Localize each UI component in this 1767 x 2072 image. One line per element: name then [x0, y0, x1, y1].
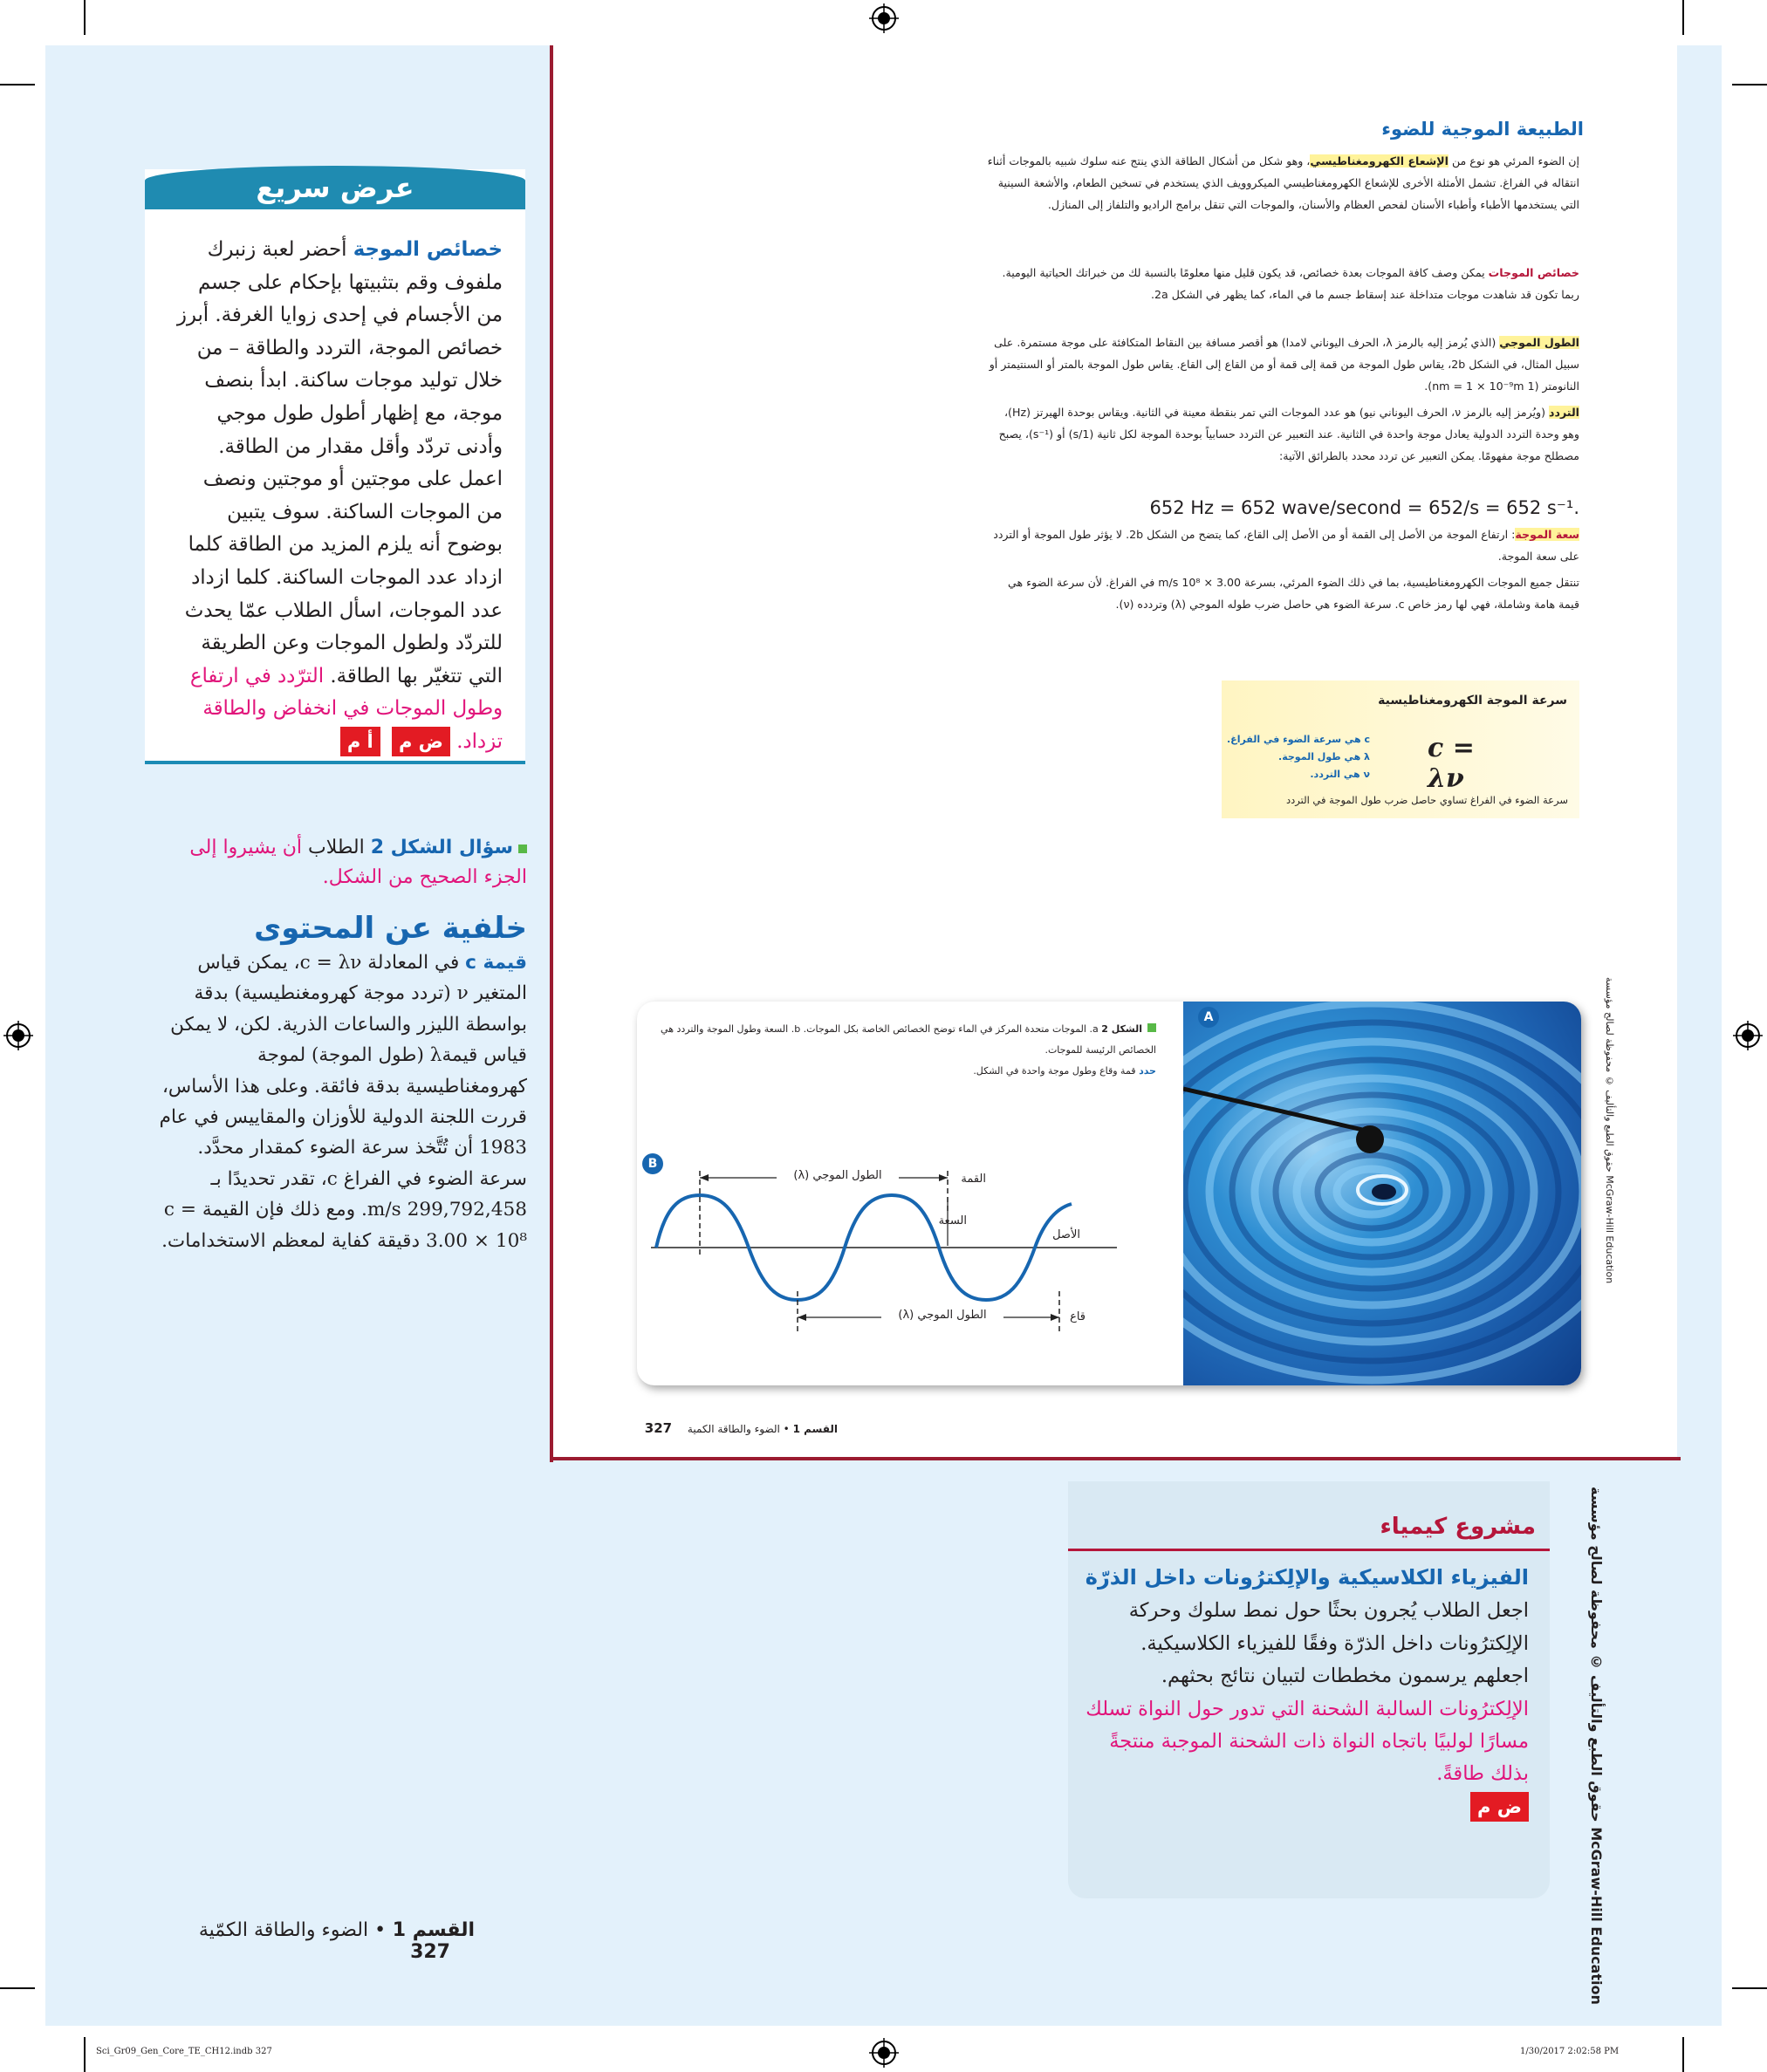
figure-caption-question: قمة وقاع وطول موجة واحدة في الشكل.	[973, 1065, 1140, 1077]
trough-label: قاع	[1070, 1310, 1086, 1323]
figure-question	[150, 833, 527, 892]
def-c: c هي سرعة الضوء في الفراغ.	[1227, 734, 1370, 745]
chemistry-project-divider	[1068, 1549, 1550, 1551]
wavelength-text: (الذي يُرمز إليه بالرمز λ، الحرف اليوناني لامدا) هو أقصر مسافة بين النقاط المتكافئة على موجة مستمرة. على سبيل المثال، في الشكل 2b، يقاس طول الموجة من قمة إلى قمة أو من القاع إلى القاع. يقاس طول الموجة بالمتر أو السنتيمتر أو النانومتر (1 nm = 1 × 10⁻⁹m).	[989, 336, 1579, 393]
paragraph-wavelength	[986, 332, 1579, 397]
arrow-head	[798, 1314, 806, 1321]
registration-mark-right	[1733, 1021, 1763, 1050]
crest-label: القمة	[961, 1173, 986, 1186]
figure-caption-text: a. الموجات متحدة المركز في الماء توضح الخصائص الخاصة بكل الموجات. b. السعة وطول الموجة والتردد هي الخصائص الرئيسة للموجات.	[661, 1023, 1156, 1056]
figure-label-b: B	[642, 1153, 663, 1174]
def-nu: ν هي التردد.	[1310, 769, 1370, 780]
wavelength-top-label: الطول الموجي (λ)	[777, 1169, 899, 1182]
footer-section: القسم 1	[392, 1919, 475, 1941]
figure-question-answer: أن يشيروا إلى الجزء الصحيح من الشكل.	[189, 837, 527, 888]
page-border-bottom	[550, 1457, 1681, 1460]
copyright-vertical: حقوق الطبع والتأليف © محفوظة لصالح مؤسسة McGraw-Hill Education	[1588, 1487, 1605, 2005]
content-background-text	[147, 947, 527, 1256]
figure-label-a: A	[1198, 1007, 1219, 1028]
quick-demo-text	[171, 234, 503, 759]
frequency-text: (ويُرمز إليه بالرمز ν، الحرف اليوناني نيو) هو عدد الموجات التي تمر بنقطة معينة في الثانية. ويقاس بوحدة الهيرتز (Hz)، وهو وحدة التردد الدولية يعادل موجة واحدة في الثانية. عند التعبير عن التردد حسابياً بوحدة الموجة لكل ثانية (1/s) أو (s⁻¹)، يصبح مصطلح موجة مفهومًا. يمكن التعبير عن تردد محدد بالطرائق الآتية:	[998, 406, 1579, 462]
equation-definitions	[1222, 731, 1370, 783]
registration-mark-top	[869, 3, 899, 33]
student-page-footer: القسم 1 • الضوء والطاقة الكمية 327	[644, 1420, 838, 1436]
chemistry-project-answer: الإلِكترُونات السالبة الشحنة التي تدور حول النواة تسلك مسارًا لولبيًا باتجاه النواة ذات الشحنة الموجبة منتجةً بذلك طاقةً.	[1086, 1697, 1529, 1786]
quick-demo-heading: خصائص الموجة	[353, 238, 503, 261]
student-footer-page: 327	[644, 1420, 673, 1436]
amplitude-text: : ارتفاع الموجة من الأصل إلى القمة أو من الأصل إلى القاع، كما يتضح من الشكل 2b. لا يؤثر طول الموجة أو التردد على سعة الموجة.	[993, 528, 1579, 563]
paragraph-amplitude	[986, 523, 1579, 567]
paragraph-speed-of-light: تنتقل جميع الموجات الكهرومغناطيسية، بما في ذلك الضوء المرئي، بسرعة 3.00 × 10⁸ m/s في الفراغ. لأن سرعة الضوء هي قيمة هامة وشاملة، فهي لها رمز خاص c. سرعة الضوء هي حاصل ضرب طوله الموجي (λ) وتردده (ν).	[1008, 576, 1579, 611]
student-footer-section: القسم 1	[792, 1423, 838, 1435]
content-background-p2: سرعة الضوء في الفراغ c، تقدر تحديدًا بـ 299,792,458 m/s. ومع ذلك فإن القيمة c = 3.00 × 10⁸ دقيقة كفاية لمعظم الاستخدامات.	[161, 1167, 527, 1252]
term-wavelength: الطول الموجي	[1499, 336, 1579, 349]
chemistry-project-text	[1082, 1562, 1529, 1823]
page-border-left	[550, 45, 553, 1462]
paragraph-wave-properties	[986, 262, 1579, 305]
footer-left: القسم 1 • الضوء والطاقة الكمّية 327	[198, 1919, 475, 1963]
figure-caption	[650, 1019, 1156, 1082]
term-em-radiation: الإشعاع الكهرومغناطيسي	[1310, 154, 1449, 168]
footer-page-number: 327	[410, 1941, 450, 1963]
arrow-head	[700, 1174, 709, 1181]
water-ripple-image	[1183, 1002, 1581, 1385]
bullet-icon	[518, 845, 527, 853]
equation-formula: c = λν	[1428, 733, 1475, 794]
figure-caption-question-lead: حدد	[1139, 1065, 1156, 1077]
def-lambda: λ هي طول الموجة.	[1278, 751, 1370, 762]
slug-file: Sci_Gr09_Gen_Core_TE_CH12.indb 327	[96, 2047, 272, 2056]
quick-demo-tab: عرض سريع	[145, 166, 525, 209]
badge-am: أ م	[340, 727, 380, 756]
section-title: الطبيعة الموجية للضوء	[1381, 119, 1584, 140]
registration-mark-left	[3, 1021, 33, 1050]
figure-question-lead: سؤال الشكل 2	[370, 837, 513, 858]
term-amplitude: سعة الموجة	[1515, 528, 1579, 541]
chemistry-project-body: اجعل الطلاب يُجرون بحثًا حول نمط سلوك وحركة الإلِكترُونات داخل الذرّة وفقًا للفيزياء الكلاسيكية. اجعلهم يرسمون مخططات لتبيان نتائج بحثهم.	[1128, 1599, 1529, 1688]
student-footer-title: الضوء والطاقة الكمية	[687, 1423, 780, 1435]
caption-bullet-icon	[1147, 1023, 1156, 1032]
paragraph-frequency	[986, 401, 1579, 467]
chemistry-project-heading: الفيزياء الكلاسيكية والإلِكترُونات داخل الذرّة	[1085, 1565, 1529, 1590]
quick-demo-answer: الترّدد في ارتفاع وطول الموجات في انخفاض والطاقة تزداد.	[189, 664, 503, 753]
chemistry-project-title: مشروع كيمياء	[1380, 1514, 1536, 1540]
copyright-vertical-small: حقوق الطبع والتأليف © محفوظة لصالح مؤسسة McGraw-Hill Education	[1604, 977, 1615, 1284]
figure-caption-lead: الشكل 2	[1101, 1023, 1142, 1035]
wave-properties-text: يمكن وصف كافة الموجات بعدة خصائص، قد يكون قليل منها معلومًا بالنسبة لك من خبراتك الحياتية اليومية. ربما تكون قد شاهدت موجات متداخلة عند إسقاط جسم ما في الماء، كما يظهر في الشكل 2a.	[1002, 266, 1579, 301]
amplitude-label: السعة	[938, 1214, 967, 1227]
term-frequency: التردد	[1549, 406, 1579, 419]
chemistry-project-badge: ض م	[1470, 1792, 1529, 1822]
term-wave-properties: خصائص الموجات	[1488, 266, 1579, 279]
equation-caption: سرعة الضوء في الفراغ تساوي حاصل ضرب طول الموجة في التردد	[1286, 794, 1568, 806]
origin-label: الأصل	[1052, 1228, 1080, 1241]
frequency-equation: 652 Hz = 652 wave/second = 652/s = 652 s⁻¹.	[1149, 497, 1579, 518]
intro-post: ، وهو شكل من أشكال الطاقة الذي ينتج عنه سلوك شبيه بالموجات أثناء انتقاله في الفراغ. تشمل الأمثلة الأخرى للإشعاع الكهرومغناطيسي الميكروويف الذي يستخدم في تسخين الطعام، والأشعة السينية التي يستخدمها الأطباء وأطباء الأسنان لفحص العظام والأسنان، والموجات التي تنقل برامج الراديو والتلفاز إلى المنازل.	[987, 154, 1579, 211]
content-background-title: خلفية عن المحتوى	[254, 911, 527, 946]
registration-mark-bottom	[869, 2038, 899, 2068]
badge-dm: ض م	[392, 727, 450, 756]
wavelength-bottom-label: الطول الموجي (λ)	[881, 1309, 1003, 1322]
water-ripple-photo	[1183, 1002, 1581, 1385]
paragraph-intro	[986, 150, 1579, 215]
equation-box-title: سرعة الموجة الكهرومغناطيسية	[1378, 694, 1567, 708]
figure-question-text: الطلاب	[307, 837, 371, 858]
intro-pre: إن الضوء المرئي هو نوع من	[1448, 154, 1579, 168]
content-background-p1: في المعادلة c = λν، يمكن قياس المتغير ν (تردد موجة كهرومغنطيسية) بدقة بواسطة الليزر والساعات الذرية. لكن، لا يمكن قياس قيمةλ (طول الموجة) لموجة كهرومغناطيسية بدقة فائقة. وعلى هذا الأساس، قررت اللجنة الدولية للأوزان والمقاييس في عام 1983 أن تُتَّخذ سرعة الضوء كمقدار محدَّد.	[159, 952, 527, 1159]
content-background-lead: قيمة c	[465, 952, 527, 974]
footer-title: الضوء والطاقة الكمّية	[198, 1919, 369, 1941]
quick-demo-body: أحضر لعبة زنبرك ملفوف وقم بتثبيتها بإحكام على جسم من الأجسام في إحدى زوايا الغرفة. أبرز خصائص الموجة، التردد والطاقة – من خلال توليد موجات ساكنة. ابدأ بنصف موجة، مع إظهار أطول طول موجي وأدنى تردّد وأقل مقدار من الطاقة. اعمل على موجتين أو موجتين ونصف من الموجات الساكنة. سوف يتبين بوضوح أنه يلزم المزيد من الطاقة كلما ازداد عدد الموجات الساكنة. كلما ازداد عدد الموجات، اسأل الطلاب عمّا يحدث للتردّد ولطول الموجات وعن الطريقة التي تتغيّر بها الطاقة.	[176, 238, 503, 687]
slug-date: 1/30/2017 2:02:58 PM	[1520, 2047, 1620, 2056]
